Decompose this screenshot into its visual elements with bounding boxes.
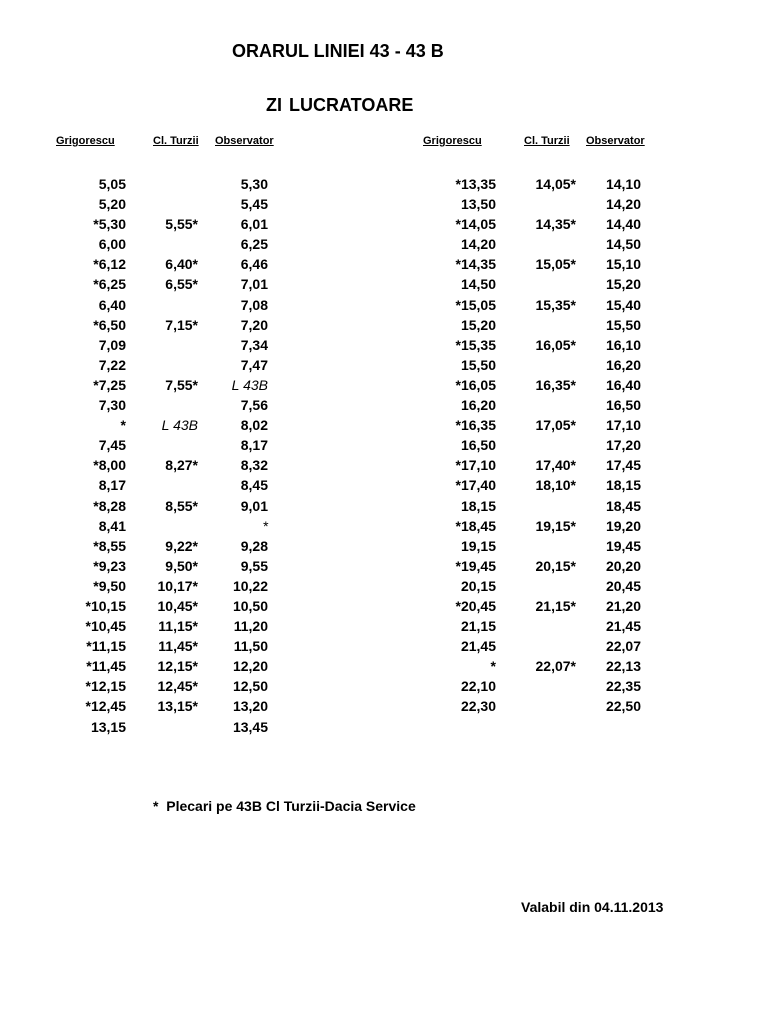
table-row	[380, 357, 680, 377]
grigorescu-time: 8,41	[98, 517, 126, 534]
cl-turzii-time: 5,55*	[165, 216, 198, 233]
table-row	[0, 638, 300, 658]
cl-turzii-time: 8,55*	[165, 497, 198, 514]
grigorescu-time: *	[490, 658, 496, 675]
table-row	[380, 417, 680, 437]
observator-time: 7,08	[240, 296, 268, 313]
observator-time: 19,20	[605, 517, 641, 534]
cl-turzii-time: 15,05*	[535, 256, 576, 273]
table-row	[0, 598, 300, 618]
table-row	[0, 216, 300, 236]
grigorescu-time: *9,50	[93, 577, 126, 594]
table-row	[0, 658, 300, 678]
validity-date: Valabil din 04.11.2013	[521, 899, 664, 915]
cl-turzii-time: 6,40*	[165, 256, 198, 273]
cl-turzii-time: 14,35*	[535, 216, 576, 233]
grigorescu-time: *10,45	[85, 618, 126, 635]
cl-turzii-time: 10,45*	[157, 597, 198, 614]
table-row	[380, 377, 680, 397]
grigorescu-time: 15,20	[460, 316, 496, 333]
grigorescu-time: 5,20	[98, 196, 126, 213]
observator-time: 8,45	[240, 477, 268, 494]
grigorescu-time: 22,30	[460, 698, 496, 715]
grigorescu-time: 15,50	[460, 356, 496, 373]
observator-time: *	[262, 517, 268, 534]
observator-time: 16,20	[605, 356, 641, 373]
grigorescu-time: *8,28	[93, 497, 126, 514]
cl-turzii-time: 6,55*	[165, 276, 198, 293]
observator-time: 21,45	[605, 618, 641, 635]
cl-turzii-time: 11,15*	[158, 618, 198, 635]
cl-turzii-time: 16,35*	[535, 376, 576, 393]
grigorescu-time: 18,15	[460, 497, 496, 514]
header-cl-turzii-left: Cl. Turzii	[153, 135, 199, 147]
header-grigorescu-left: Grigorescu	[56, 135, 115, 147]
cl-turzii-time: 17,05*	[535, 417, 576, 434]
cl-turzii-time: 11,45*	[158, 638, 198, 655]
table-row	[380, 538, 680, 558]
observator-time: 22,07	[605, 638, 641, 655]
cl-turzii-time: 14,05*	[535, 176, 576, 192]
grigorescu-time: 14,50	[460, 276, 496, 293]
table-row	[380, 498, 680, 518]
cl-turzii-time: 15,35*	[535, 296, 576, 313]
table-row	[0, 719, 300, 739]
footnote: * Plecari pe 43B Cl Turzii-Dacia Service	[153, 798, 416, 814]
table-row	[0, 498, 300, 518]
cl-turzii-time: 17,40*	[535, 457, 576, 474]
observator-time: 10,50	[232, 597, 268, 614]
grigorescu-time: *6,50	[93, 316, 126, 333]
table-row	[380, 196, 680, 216]
observator-time: 7,01	[240, 276, 268, 293]
observator-time: 6,25	[240, 236, 268, 253]
grigorescu-time: *8,00	[93, 457, 126, 474]
observator-time: 17,20	[605, 437, 641, 454]
observator-time: 7,56	[240, 397, 268, 414]
table-row	[0, 618, 300, 638]
table-row	[380, 678, 680, 698]
cl-turzii-time: 22,07*	[535, 658, 576, 675]
observator-time: 10,22	[232, 577, 268, 594]
observator-time: 14,10	[605, 176, 641, 192]
cl-turzii-time: 21,15*	[535, 597, 576, 614]
grigorescu-time: *	[120, 417, 126, 434]
grigorescu-time: *17,40	[455, 477, 496, 494]
grigorescu-time: *16,05	[455, 376, 496, 393]
observator-time: 15,20	[605, 276, 641, 293]
header-cl-turzii-right: Cl. Turzii	[524, 135, 570, 147]
observator-time: 16,50	[605, 397, 641, 414]
grigorescu-time: *14,05	[455, 216, 496, 233]
observator-time: L 43B	[231, 376, 268, 393]
observator-time: 7,20	[240, 316, 268, 333]
table-row	[380, 216, 680, 236]
observator-time: 6,01	[240, 216, 268, 233]
table-row	[0, 457, 300, 477]
observator-time: 22,50	[605, 698, 641, 715]
observator-time: 15,50	[605, 316, 641, 333]
grigorescu-time: 13,50	[460, 196, 496, 213]
table-row	[0, 377, 300, 397]
grigorescu-time: 16,50	[460, 437, 496, 454]
grigorescu-time: 19,15	[460, 537, 496, 554]
grigorescu-time: *15,35	[455, 336, 496, 353]
observator-time: 12,50	[232, 678, 268, 695]
cl-turzii-time: 7,55*	[165, 376, 198, 393]
table-row	[380, 276, 680, 296]
grigorescu-time: 14,20	[460, 236, 496, 253]
observator-time: 9,55	[240, 557, 268, 574]
table-row	[380, 397, 680, 417]
table-row	[380, 317, 680, 337]
observator-time: 5,45	[240, 196, 268, 213]
grigorescu-time: *12,45	[85, 698, 126, 715]
grigorescu-time: *9,23	[93, 557, 126, 574]
page-title: ORARUL LINIEI 43 - 43 B	[232, 41, 444, 61]
grigorescu-time: 8,17	[98, 477, 126, 494]
table-row	[380, 457, 680, 477]
header-observator-right: Observator	[586, 135, 645, 147]
table-row	[0, 538, 300, 558]
header-grigorescu-right: Grigorescu	[423, 135, 482, 147]
grigorescu-time: 5,05	[98, 176, 126, 192]
grigorescu-time: *7,25	[93, 376, 126, 393]
grigorescu-time: 7,09	[98, 336, 126, 353]
table-row	[0, 437, 300, 457]
table-row	[380, 658, 680, 678]
schedule-table-left	[0, 176, 300, 739]
observator-time: 9,01	[240, 497, 268, 514]
observator-time: 13,20	[232, 698, 268, 715]
page-subtitle: ZI LUCRATOARE	[266, 95, 414, 115]
table-row	[0, 357, 300, 377]
observator-time: 8,17	[240, 437, 268, 454]
table-row	[0, 477, 300, 497]
grigorescu-time: *11,15	[86, 638, 126, 655]
grigorescu-time: 21,15	[460, 618, 496, 635]
observator-time: 9,28	[240, 537, 268, 554]
observator-time: 19,45	[605, 537, 641, 554]
grigorescu-time: *8,55	[93, 537, 126, 554]
cl-turzii-time: 7,15*	[165, 316, 198, 333]
table-row	[0, 337, 300, 357]
observator-time: 14,20	[605, 196, 641, 213]
observator-time: 15,10	[605, 256, 641, 273]
observator-time: 11,20	[233, 618, 268, 635]
grigorescu-time: 7,45	[98, 437, 126, 454]
observator-time: 7,34	[240, 336, 268, 353]
grigorescu-time: 6,00	[98, 236, 126, 253]
observator-time: 20,45	[605, 577, 641, 594]
table-row	[380, 638, 680, 658]
cl-turzii-time: 9,22*	[165, 537, 198, 554]
observator-time: 18,15	[605, 477, 641, 494]
grigorescu-time: *12,15	[85, 678, 126, 695]
grigorescu-time: 22,10	[460, 678, 496, 695]
observator-time: 22,13	[605, 658, 641, 675]
table-row	[0, 518, 300, 538]
observator-time: 17,10	[605, 417, 641, 434]
table-row	[380, 518, 680, 538]
grigorescu-time: *19,45	[455, 557, 496, 574]
observator-time: 21,20	[605, 597, 641, 614]
grigorescu-time: 13,15	[90, 718, 126, 735]
table-row	[0, 698, 300, 718]
table-row	[0, 678, 300, 698]
cl-turzii-time: 20,15*	[535, 557, 576, 574]
table-row	[380, 236, 680, 256]
table-row	[380, 337, 680, 357]
observator-time: 8,02	[240, 417, 268, 434]
table-row	[0, 256, 300, 276]
grigorescu-time: 20,15	[460, 577, 496, 594]
table-row	[0, 317, 300, 337]
table-row	[380, 437, 680, 457]
cl-turzii-time: 12,45*	[157, 678, 198, 695]
cl-turzii-time: 12,15*	[157, 658, 198, 675]
header-observator-left: Observator	[215, 135, 274, 147]
observator-time: 6,46	[240, 256, 268, 273]
table-row	[0, 397, 300, 417]
table-row	[0, 196, 300, 216]
cl-turzii-time: 10,17*	[157, 577, 198, 594]
observator-time: 12,20	[232, 658, 268, 675]
observator-time: 7,47	[240, 356, 268, 373]
observator-time: 16,10	[605, 336, 641, 353]
table-row	[0, 417, 300, 437]
observator-time: 5,30	[240, 176, 268, 192]
grigorescu-time: *6,25	[93, 276, 126, 293]
grigorescu-time: *20,45	[455, 597, 496, 614]
observator-time: 22,35	[605, 678, 641, 695]
observator-time: 14,40	[605, 216, 641, 233]
observator-time: 11,50	[233, 638, 268, 655]
grigorescu-time: 7,22	[98, 356, 126, 373]
cl-turzii-time: 13,15*	[157, 698, 198, 715]
observator-time: 17,45	[605, 457, 641, 474]
observator-time: 18,45	[605, 497, 641, 514]
table-row	[380, 477, 680, 497]
table-row	[0, 236, 300, 256]
grigorescu-time: *16,35	[455, 417, 496, 434]
grigorescu-time: *6,12	[93, 256, 126, 273]
cl-turzii-time: 8,27*	[165, 457, 198, 474]
table-row	[0, 276, 300, 296]
cl-turzii-time: 19,15*	[535, 517, 576, 534]
table-row	[380, 558, 680, 578]
table-row	[0, 176, 300, 196]
table-row	[380, 578, 680, 598]
observator-time: 15,40	[605, 296, 641, 313]
cl-turzii-time: L 43B	[161, 417, 198, 434]
table-row	[380, 176, 680, 196]
grigorescu-time: *17,10	[455, 457, 496, 474]
cl-turzii-time: 9,50*	[165, 557, 198, 574]
table-row	[0, 297, 300, 317]
grigorescu-time: *14,35	[455, 256, 496, 273]
observator-time: 16,40	[605, 376, 641, 393]
observator-time: 8,32	[240, 457, 268, 474]
cl-turzii-time: 16,05*	[535, 336, 576, 353]
table-row	[0, 558, 300, 578]
grigorescu-time: 6,40	[98, 296, 126, 313]
grigorescu-time: 16,20	[460, 397, 496, 414]
cl-turzii-time: 18,10*	[535, 477, 576, 494]
table-row	[380, 256, 680, 276]
table-row	[380, 618, 680, 638]
table-row	[380, 698, 680, 718]
grigorescu-time: 21,45	[460, 638, 496, 655]
table-row	[380, 598, 680, 618]
grigorescu-time: *13,35	[455, 176, 496, 192]
observator-time: 14,50	[605, 236, 641, 253]
observator-time: 13,45	[232, 718, 268, 735]
grigorescu-time: *15,05	[455, 296, 496, 313]
observator-time: 20,20	[605, 557, 641, 574]
grigorescu-time: *11,45	[86, 658, 126, 675]
grigorescu-time: *18,45	[455, 517, 496, 534]
grigorescu-time: 7,30	[98, 397, 126, 414]
grigorescu-time: *5,30	[93, 216, 126, 233]
table-row	[0, 578, 300, 598]
table-row	[380, 297, 680, 317]
grigorescu-time: *10,15	[85, 597, 126, 614]
schedule-table-right	[380, 176, 680, 719]
